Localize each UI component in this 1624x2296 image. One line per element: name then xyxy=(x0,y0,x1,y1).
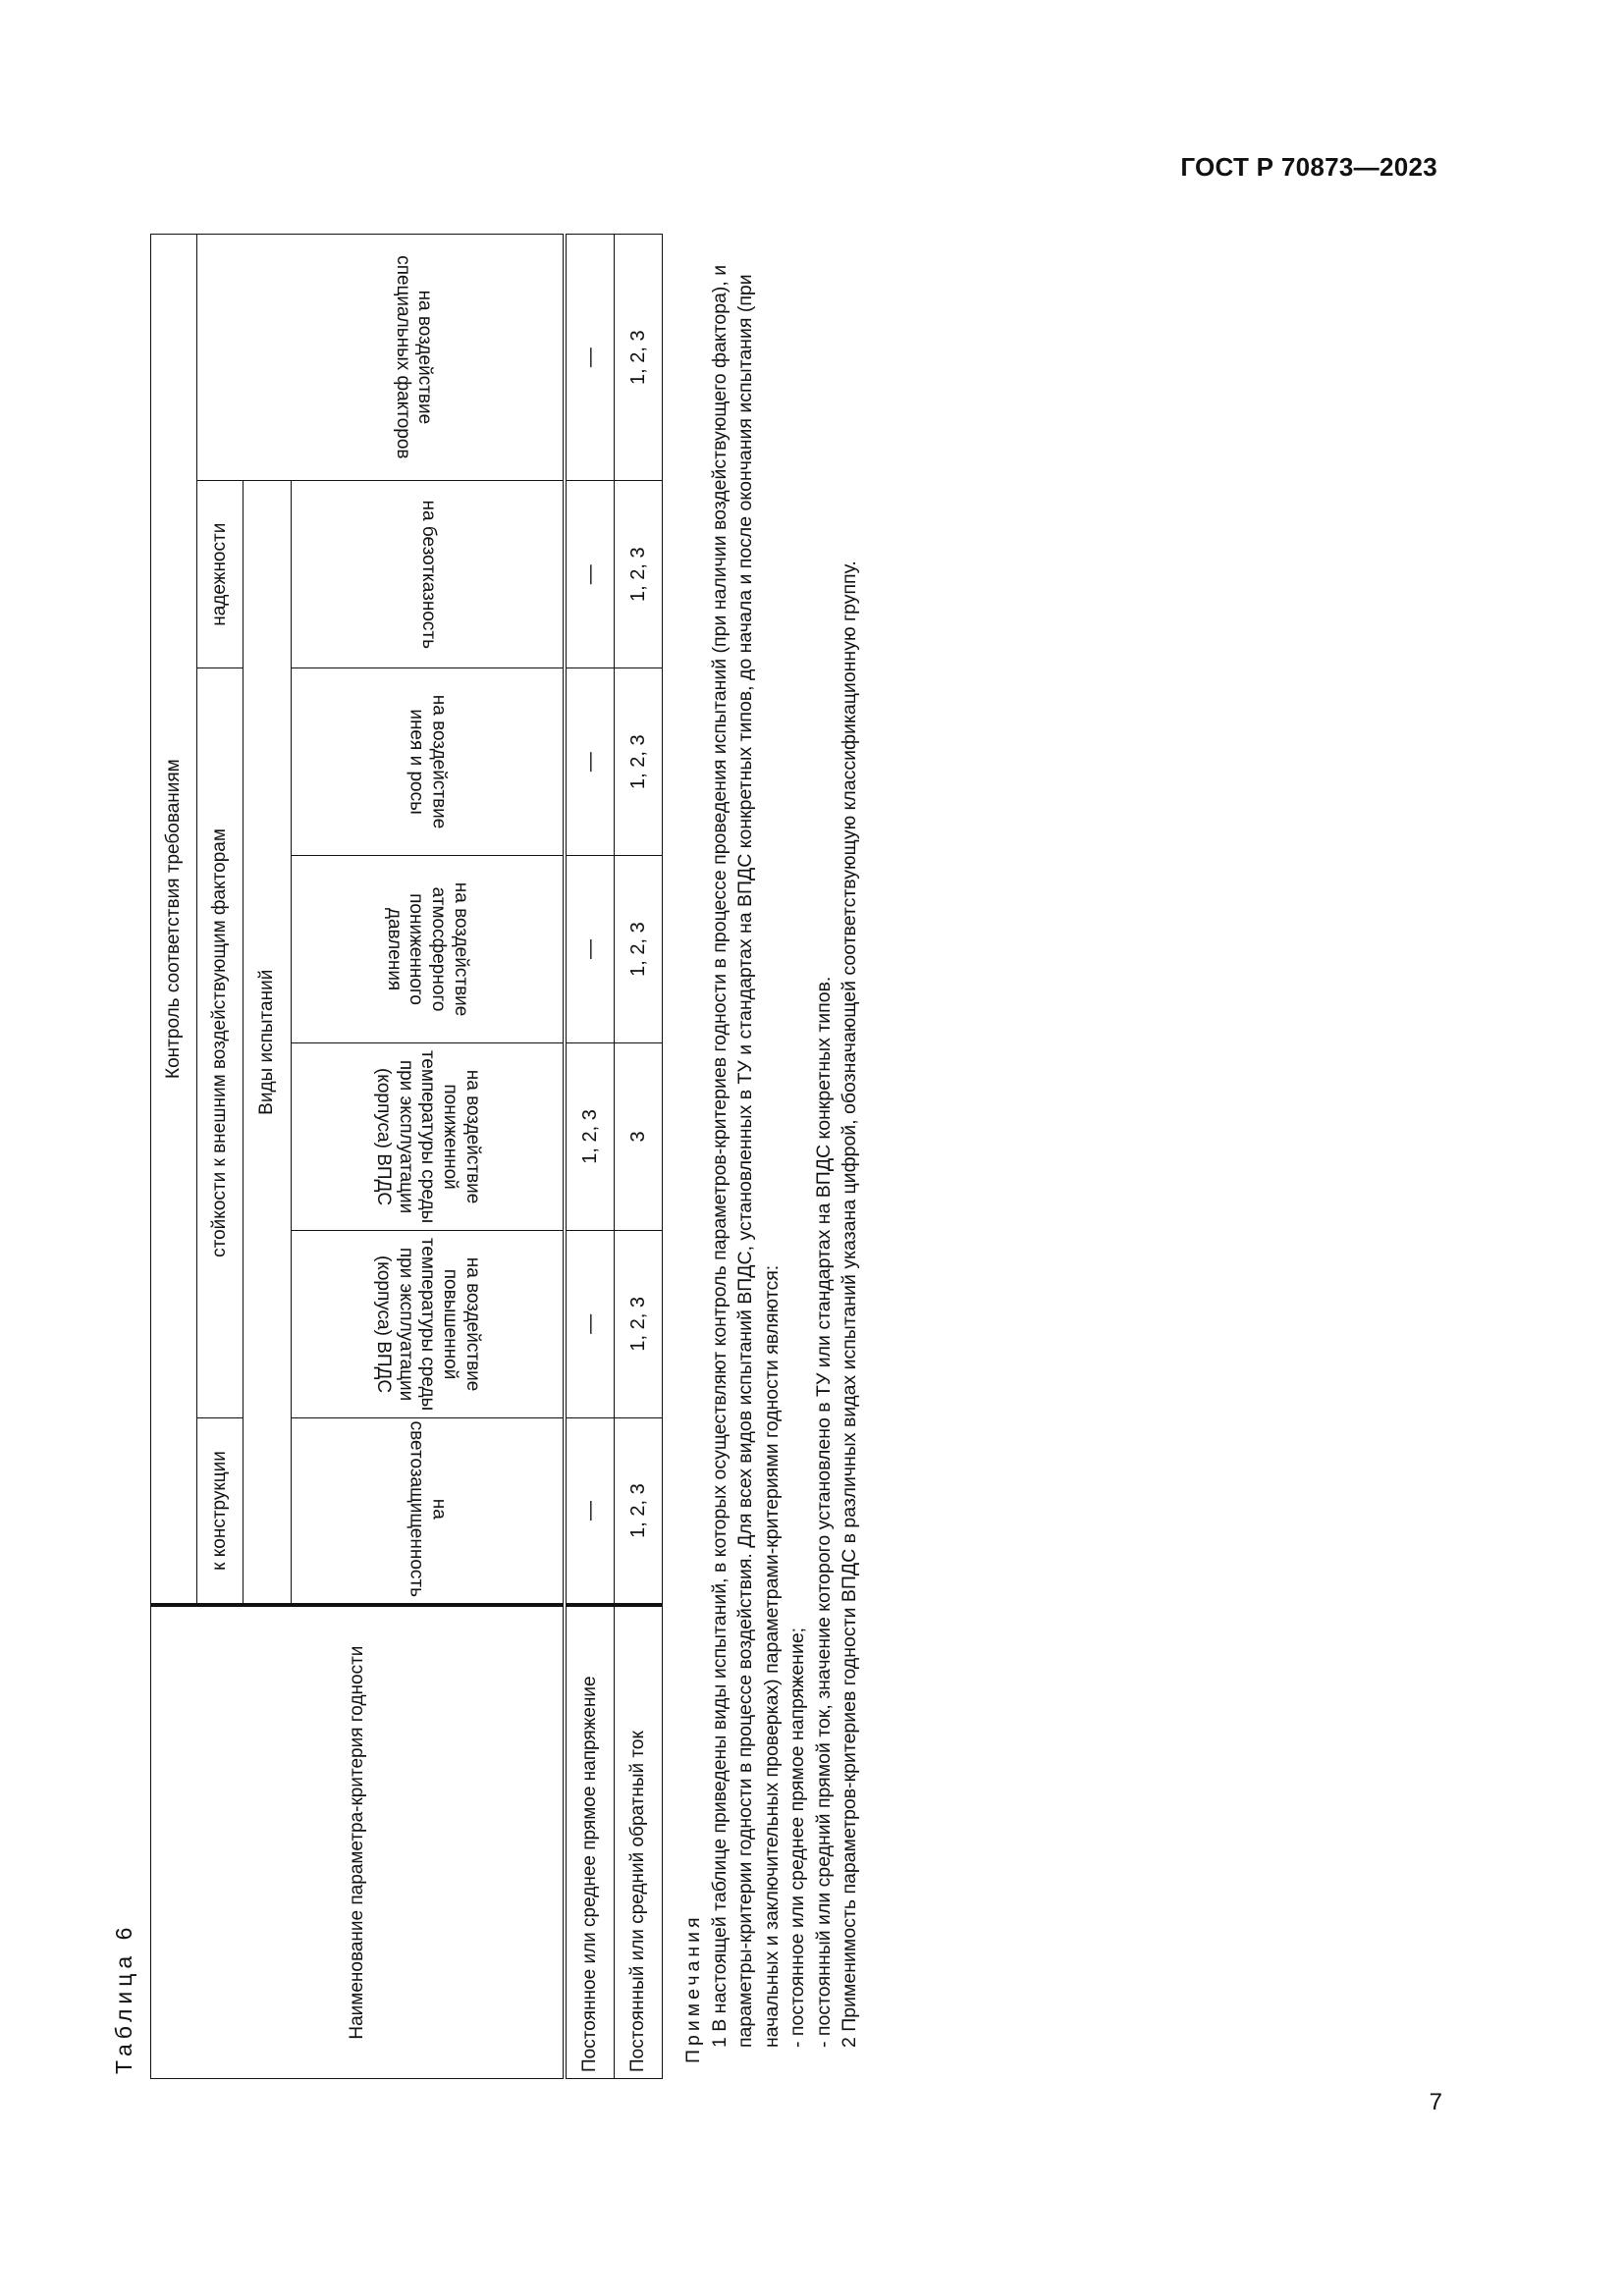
table-cell: — xyxy=(565,856,615,1043)
note-2: 2 Применимость параметров-критериев годности ВПДС в различных видах испытаний указана цифрой, обозначающей соответствующую классификационную группу. xyxy=(839,561,860,2048)
header-group-reliability: надежности xyxy=(197,481,244,668)
rotated-page-content xyxy=(103,194,957,2079)
column-label-low-temp: на воздействие пониженной температуры среды при эксплуатации (корпуса) ВПДС xyxy=(292,1042,566,1230)
column-label-low-pressure: на воздействие атмосферного пониженного давления xyxy=(292,856,566,1043)
table-cell: 1, 2, 3 xyxy=(615,481,663,668)
table-cell: — xyxy=(565,1230,615,1417)
row-label-reverse-current: Постоянный или средний обратный ток xyxy=(615,1605,663,2078)
note-1: 1 В настоящей таблице приведены виды испытаний, в которых осуществляют контроль параметров-критериев годности в процессе проведения испытаний (при наличии воздействующего фактора), и параметры-критерии годности в процессе воздействия. Для всех видов испытаний ВПДС, установленных в ТУ и стандартах на ВПДС конкретных типов, до начала и после окончания испытания (при начальных и заключительных проверках) параметрами-критериями годности являются: xyxy=(708,264,783,2048)
table-cell: — xyxy=(565,668,615,856)
column-label-high-temp: на воздействие повышенной температуры среды при эксплуатации (корпуса) ВПДС xyxy=(292,1230,566,1417)
column-label-light: на светозащищенность xyxy=(292,1417,566,1605)
header-parameter-name: Наименование параметра-критерия годности xyxy=(151,1605,566,2078)
table-caption: Таблица 6 xyxy=(111,1922,136,2074)
table-row xyxy=(615,235,663,2079)
header-group-external: стойкости к внешним воздействующим факторам xyxy=(197,668,244,1418)
note-bullet-2: - постоянный или средний прямой ток, значение которого установлено в ТУ или стандартах на ВПДС конкретных типов. xyxy=(812,976,835,2048)
notes-title: Примечания xyxy=(682,1913,704,2063)
row-label-forward-voltage: Постоянное или среднее прямое напряжение xyxy=(565,1605,615,2078)
header-test-types: Виды испытаний xyxy=(244,481,292,1605)
header-group-construction: к конструкции xyxy=(197,1417,244,1605)
table-cell: — xyxy=(565,235,615,481)
column-label-reliability: на безотказность xyxy=(292,481,566,668)
table-cell: 1, 2, 3 xyxy=(615,1417,663,1605)
table-cell: — xyxy=(565,481,615,668)
header-special-factors xyxy=(197,235,566,481)
table-cell: 1, 2, 3 xyxy=(615,856,663,1043)
page-number: 7 xyxy=(1429,2089,1442,2115)
document-header: ГОСТ Р 70873—2023 xyxy=(1180,152,1437,182)
table-cell: 1, 2, 3 xyxy=(615,1230,663,1417)
table-cell: — xyxy=(565,1417,615,1605)
criteria-table xyxy=(150,234,663,2079)
note-bullet-1: - постоянное или среднее прямое напряжение; xyxy=(786,1627,808,2048)
notes-block xyxy=(680,234,863,2079)
table-cell: 1, 2, 3 xyxy=(615,235,663,481)
table-cell: 1, 2, 3 xyxy=(565,1042,615,1230)
table-cell: 1, 2, 3 xyxy=(615,668,663,856)
header-control: Контроль соответствия требованиям xyxy=(151,235,197,1606)
column-label-frost-dew: на воздействие инея и росы xyxy=(292,668,566,856)
table-row xyxy=(565,235,615,2079)
column-label-special: на воздействие специальных факторов xyxy=(393,255,435,459)
table-cell: 3 xyxy=(615,1042,663,1230)
